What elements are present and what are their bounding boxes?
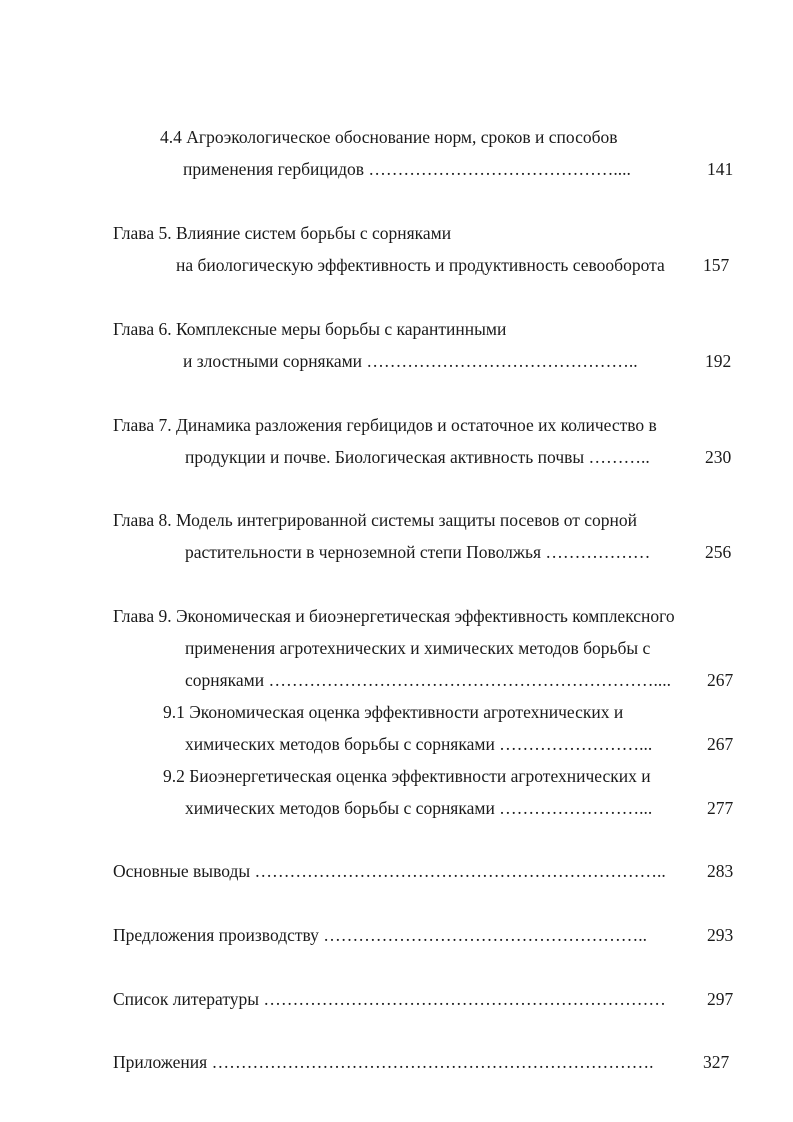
toc-entry-9-1-title: 9.1 Экономическая оценка эффективности агротехнических и bbox=[163, 702, 624, 722]
toc-chapter-5-title: Глава 5. Влияние систем борьбы с сорняками bbox=[113, 223, 452, 243]
toc-entry-9-2-title: 9.2 Биоэнергетическая оценка эффективности агротехнических и bbox=[163, 766, 651, 786]
toc-conclusions-leader: Основные выводы …………………………………………………………….. bbox=[113, 861, 666, 881]
toc-conclusions-page: 283 bbox=[707, 861, 734, 881]
toc-references-leader: Список литературы …………………………………………………………… bbox=[113, 989, 666, 1009]
toc-entry-9-1-page: 267 bbox=[707, 734, 734, 754]
toc-chapter-7-page: 230 bbox=[705, 447, 732, 467]
toc-chapter-8-leader: растительности в черноземной степи Поволжья ……………… bbox=[185, 542, 651, 562]
toc-chapter-7-title: Глава 7. Динамика разложения гербицидов и остаточное их количество в bbox=[113, 415, 657, 435]
toc-chapter-6-leader: и злостными сорняками ……………………………………….. bbox=[183, 351, 638, 371]
toc-chapter-5-subtitle: на биологическую эффективность и продуктивность севооборота bbox=[176, 255, 665, 275]
toc-chapter-6-page: 192 bbox=[705, 351, 732, 371]
toc-references-page: 297 bbox=[707, 989, 734, 1009]
toc-proposals-leader: Предложения производству ……………………………………………….. bbox=[113, 925, 648, 945]
toc-chapter-7-leader: продукции и почве. Биологическая активность почвы ……….. bbox=[185, 447, 650, 467]
toc-entry-4-4-leader: применения гербицидов …………………………………….... bbox=[183, 159, 631, 179]
toc-appendices-leader: Приложения …………………………………………………………………. bbox=[113, 1052, 654, 1072]
toc-chapter-9-leader: сорняками ………………………………………………………….... bbox=[185, 670, 672, 690]
toc-entry-9-2-page: 277 bbox=[707, 798, 734, 818]
toc-chapter-9-line2: применения агротехнических и химических методов борьбы с bbox=[185, 638, 651, 658]
toc-entry-4-4-page: 141 bbox=[707, 159, 734, 179]
toc-entry-9-1-leader: химических методов борьбы с сорняками ……………………... bbox=[185, 734, 653, 754]
toc-chapter-9-page: 267 bbox=[707, 670, 734, 690]
toc-entry-4-4-title: 4.4 Агроэкологическое обоснование норм, сроков и способов bbox=[160, 127, 618, 147]
toc-entry-9-2-leader: химических методов борьбы с сорняками ……………………... bbox=[185, 798, 653, 818]
toc-proposals-page: 293 bbox=[707, 925, 734, 945]
toc-chapter-5-page: 157 bbox=[703, 255, 730, 275]
toc-chapter-6-title: Глава 6. Комплексные меры борьбы с карантинными bbox=[113, 319, 507, 339]
toc-chapter-8-title: Глава 8. Модель интегрированной системы защиты посевов от сорной bbox=[113, 510, 638, 530]
toc-appendices-page: 327 bbox=[703, 1052, 730, 1072]
toc-chapter-9-title: Глава 9. Экономическая и биоэнергетическая эффективность комплексного bbox=[113, 606, 675, 626]
toc-chapter-8-page: 256 bbox=[705, 542, 732, 562]
